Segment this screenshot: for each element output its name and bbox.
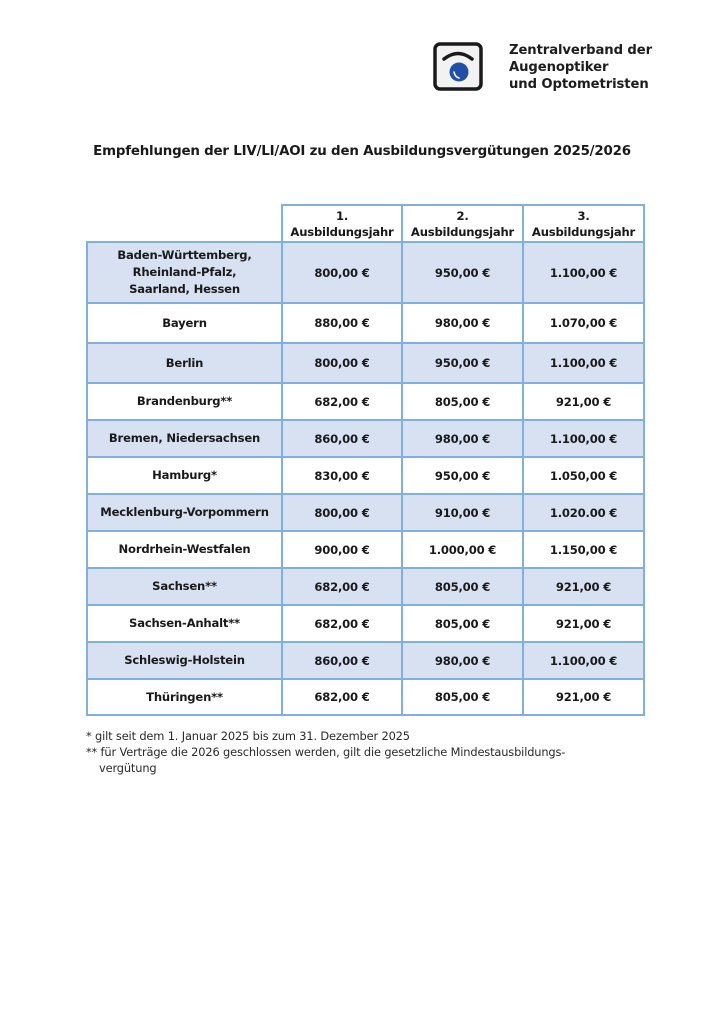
table-row — [87, 568, 644, 605]
table-row — [87, 420, 644, 457]
region-cell — [87, 457, 282, 494]
header-blank-cell — [87, 205, 282, 242]
allowance-year-1-cell: 900,00 € — [282, 531, 402, 568]
allowance-year-2-cell: 980,00 € — [402, 303, 523, 343]
org-name-line: Augenoptiker — [509, 60, 609, 75]
allowance-year-3-cell: 921,00 € — [523, 679, 644, 715]
region-cell — [87, 642, 282, 679]
region-name-line: Thüringen** — [146, 689, 223, 704]
allowance-year-2-cell: 910,00 € — [402, 494, 523, 531]
allowance-year-1-cell: 682,00 € — [282, 679, 402, 715]
region-name-line: Bayern — [162, 315, 207, 330]
allowance-year-3-cell: 1.100,00 € — [523, 642, 644, 679]
footnote-double-asterisk: ** für Verträge die 2026 geschlossen werden, gilt die gesetzliche Mindestausbildungs- — [86, 745, 566, 759]
allowance-year-1-cell: 880,00 € — [282, 303, 402, 343]
region-name-line: Rheinland-Pfalz, — [132, 265, 237, 279]
region-cell — [87, 679, 282, 715]
region-name-line: Bremen, Niedersachsen — [108, 431, 261, 445]
allowance-year-1-cell: 830,00 € — [282, 457, 402, 494]
allowance-year-2-cell: 980,00 € — [402, 642, 523, 679]
table-row — [87, 457, 644, 494]
allowance-year-2-cell: 805,00 € — [402, 383, 523, 420]
organization-name — [509, 42, 652, 93]
table-row — [87, 343, 644, 383]
table-row — [87, 531, 644, 568]
table-header-row — [87, 205, 644, 242]
region-name-line: Schleswig-Holstein — [124, 653, 245, 667]
table-row — [87, 383, 644, 420]
allowance-year-1-cell: 800,00 € — [282, 343, 402, 383]
region-cell — [87, 494, 282, 531]
eye-in-box-icon — [433, 42, 485, 92]
column-header-year-3: 3. Ausbildungsjahr — [523, 205, 644, 242]
footnote-single-asterisk: * gilt seit dem 1. Januar 2025 bis zum 31. Dezember 2025 — [86, 729, 410, 743]
allowance-year-2-cell: 805,00 € — [402, 679, 523, 715]
allowance-year-1-cell: 682,00 € — [282, 605, 402, 642]
column-header-year-2: 2. Ausbildungsjahr — [402, 205, 523, 242]
allowance-year-2-cell: 950,00 € — [402, 242, 523, 303]
region-name-line: Sachsen** — [152, 579, 217, 593]
allowance-year-2-cell: 805,00 € — [402, 605, 523, 642]
org-name-line: Zentralverband der — [509, 43, 653, 58]
training-allowance-table — [86, 204, 645, 716]
allowance-year-2-cell: 950,00 € — [402, 457, 523, 494]
footnote-double-asterisk-continued: vergütung — [99, 761, 157, 775]
table-row — [87, 679, 644, 715]
table-row — [87, 303, 644, 343]
allowance-year-2-cell: 1.000,00 € — [402, 531, 523, 568]
region-cell — [87, 605, 282, 642]
allowance-year-3-cell: 921,00 € — [523, 568, 644, 605]
allowance-year-3-cell: 1.100,00 € — [523, 420, 644, 457]
allowance-year-3-cell: 921,00 € — [523, 383, 644, 420]
allowance-year-1-cell: 682,00 € — [282, 383, 402, 420]
region-cell — [87, 383, 282, 420]
region-name-line: Nordrhein-Westfalen — [118, 542, 251, 556]
org-name-line: und Optometristen — [509, 77, 649, 92]
region-name-line: Mecklenburg-Vorpommern — [100, 505, 269, 519]
column-header-year-1: 1. Ausbildungsjahr — [282, 205, 402, 242]
footnotes — [86, 728, 565, 776]
allowance-year-3-cell: 1.150,00 € — [523, 531, 644, 568]
region-cell — [87, 242, 282, 303]
region-name-line: Brandenburg** — [136, 394, 233, 408]
allowance-year-3-cell: 921,00 € — [523, 605, 644, 642]
table-row — [87, 242, 644, 303]
region-cell — [87, 303, 282, 343]
region-name-line: Saarland, Hessen — [129, 282, 240, 296]
region-cell — [87, 343, 282, 383]
region-cell — [87, 420, 282, 457]
table-row — [87, 605, 644, 642]
allowance-year-3-cell: 1.100,00 € — [523, 343, 644, 383]
region-cell — [87, 568, 282, 605]
allowance-year-1-cell: 800,00 € — [282, 242, 402, 303]
allowance-year-2-cell: 805,00 € — [402, 568, 523, 605]
allowance-year-1-cell: 860,00 € — [282, 420, 402, 457]
allowance-year-1-cell: 800,00 € — [282, 494, 402, 531]
allowance-year-3-cell: 1.020.00 € — [523, 494, 644, 531]
table-row — [87, 642, 644, 679]
allowance-year-3-cell: 1.050,00 € — [523, 457, 644, 494]
allowance-year-1-cell: 682,00 € — [282, 568, 402, 605]
allowance-year-2-cell: 980,00 € — [402, 420, 523, 457]
region-name-line: Hamburg* — [152, 468, 217, 482]
region-name-line: Berlin — [165, 355, 204, 370]
region-cell — [87, 531, 282, 568]
allowance-year-2-cell: 950,00 € — [402, 343, 523, 383]
allowance-year-3-cell: 1.100,00 € — [523, 242, 644, 303]
page-title: Empfehlungen der LIV/LI/AOI zu den Ausbildungsvergütungen 2025/2026 — [93, 144, 631, 159]
table-row — [87, 494, 644, 531]
region-name-line: Sachsen-Anhalt** — [129, 616, 240, 630]
allowance-year-3-cell: 1.070,00 € — [523, 303, 644, 343]
allowance-year-1-cell: 860,00 € — [282, 642, 402, 679]
region-name-line: Baden-Württemberg, — [117, 248, 252, 262]
